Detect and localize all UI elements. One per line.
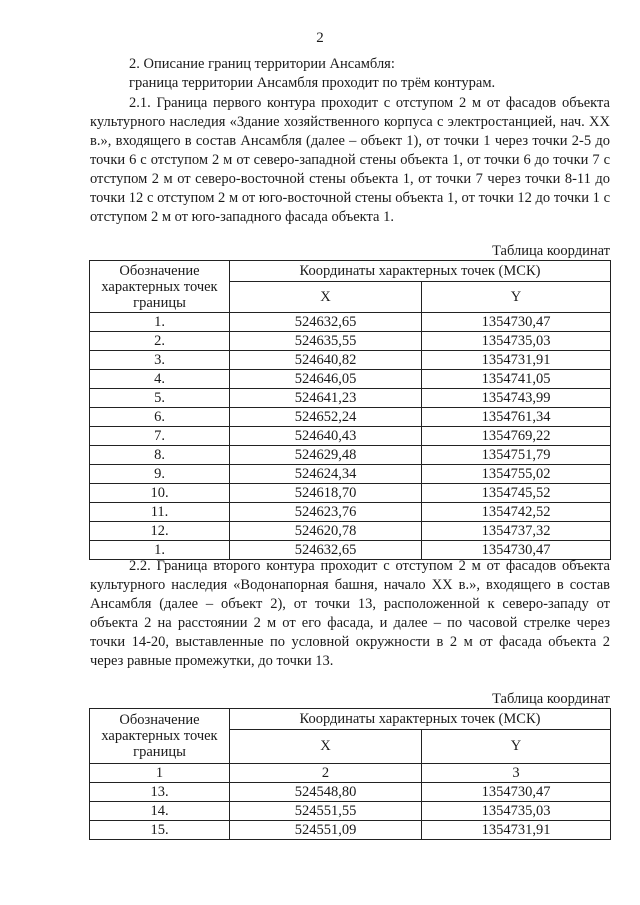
cell-point: 1 bbox=[90, 764, 230, 783]
cell-point: 6. bbox=[90, 408, 230, 427]
cell-point: 13. bbox=[90, 783, 230, 802]
cell-x: 524624,34 bbox=[230, 465, 422, 484]
table2-caption: Таблица координат bbox=[492, 691, 610, 707]
heading-line-1: 2. Описание границ территории Ансамбля: bbox=[129, 56, 395, 72]
cell-point: 3. bbox=[90, 351, 230, 370]
header-designation: Обозначение характерных точек границы bbox=[90, 261, 230, 313]
cell-x: 524551,09 bbox=[230, 821, 422, 840]
cell-y: 1354742,52 bbox=[422, 503, 611, 522]
cell-point: 8. bbox=[90, 446, 230, 465]
cell-point: 15. bbox=[90, 821, 230, 840]
cell-y: 1354741,05 bbox=[422, 370, 611, 389]
cell-y: 1354735,03 bbox=[422, 332, 611, 351]
cell-x: 524629,48 bbox=[230, 446, 422, 465]
cell-x: 524652,24 bbox=[230, 408, 422, 427]
cell-x: 524635,55 bbox=[230, 332, 422, 351]
table-row bbox=[90, 370, 611, 389]
cell-y: 1354735,03 bbox=[422, 802, 611, 821]
cell-point: 7. bbox=[90, 427, 230, 446]
header-y: Y bbox=[422, 730, 611, 764]
table1-caption: Таблица координат bbox=[492, 243, 610, 259]
cell-y: 1354755,02 bbox=[422, 465, 611, 484]
table-row bbox=[90, 484, 611, 503]
section-heading bbox=[90, 55, 610, 93]
table-row bbox=[90, 446, 611, 465]
cell-y: 1354769,22 bbox=[422, 427, 611, 446]
cell-y: 1354751,79 bbox=[422, 446, 611, 465]
table-row bbox=[90, 313, 611, 332]
cell-y: 1354731,91 bbox=[422, 351, 611, 370]
paragraph-2-1: 2.1. Граница первого контура проходит с отступом 2 м от фасадов объекта культурного наследия «Здание хозяйственного корпуса с электростанцией, нач. XX в.», входящего в состав Ансамбля (далее – объект 1), от точки 1 через точки 2-5 до точки 6 с отступом 2 м от северо-западной стены объекта 1, от точки 6 до точки 7 с отступом 2 м от северо-восточной стены объекта 1, от точки 7 через точки 8-11 до точки 12 с отступом 2 м от юго-восточной стены объекта 1, от точки 12 до точки 1 с отступом 2 м от юго-западного фасада объекта 1. bbox=[90, 95, 610, 225]
header-x: X bbox=[230, 730, 422, 764]
table-row bbox=[90, 764, 611, 783]
cell-y: 1354730,47 bbox=[422, 313, 611, 332]
cell-y: 1354731,91 bbox=[422, 821, 611, 840]
cell-x: 524620,78 bbox=[230, 522, 422, 541]
table-row bbox=[90, 783, 611, 802]
cell-point: 12. bbox=[90, 522, 230, 541]
table-row bbox=[90, 389, 611, 408]
cell-x: 524623,76 bbox=[230, 503, 422, 522]
table-row bbox=[90, 821, 611, 840]
cell-point: 10. bbox=[90, 484, 230, 503]
page-number: 2 bbox=[316, 30, 324, 46]
cell-point: 5. bbox=[90, 389, 230, 408]
cell-x: 524646,05 bbox=[230, 370, 422, 389]
cell-y: 3 bbox=[422, 764, 611, 783]
cell-point: 11. bbox=[90, 503, 230, 522]
cell-x: 524641,23 bbox=[230, 389, 422, 408]
header-coordinates: Координаты характерных точек (МСК) bbox=[230, 709, 611, 730]
cell-x: 524640,82 bbox=[230, 351, 422, 370]
cell-point: 4. bbox=[90, 370, 230, 389]
coordinates-table-1 bbox=[89, 260, 611, 560]
cell-x: 524618,70 bbox=[230, 484, 422, 503]
cell-y: 1354730,47 bbox=[422, 541, 611, 560]
cell-x: 524632,65 bbox=[230, 313, 422, 332]
cell-y: 1354745,52 bbox=[422, 484, 611, 503]
heading-line-2: граница территории Ансамбля проходит по трём контурам. bbox=[129, 75, 496, 91]
cell-x: 524640,43 bbox=[230, 427, 422, 446]
cell-y: 1354730,47 bbox=[422, 783, 611, 802]
cell-point: 14. bbox=[90, 802, 230, 821]
header-x: X bbox=[230, 282, 422, 313]
header-y: Y bbox=[422, 282, 611, 313]
coordinates-table-2 bbox=[89, 708, 611, 840]
cell-x: 524632,65 bbox=[230, 541, 422, 560]
cell-x: 524548,80 bbox=[230, 783, 422, 802]
cell-x: 2 bbox=[230, 764, 422, 783]
table-row bbox=[90, 351, 611, 370]
cell-point: 2. bbox=[90, 332, 230, 351]
header-coordinates: Координаты характерных точек (МСК) bbox=[230, 261, 611, 282]
paragraph-2-2: 2.2. Граница второго контура проходит с отступом 2 м от фасадов объекта культурного наследия «Водонапорная башня, начало XX в.», входящего в состав Ансамбля (далее – объект 2), от точки 13, расположенной к северо-западу от объекта 2 на расстоянии 2 м от его фасада, и далее – по часовой стрелке через точки 14-20, выставленные по условной окружности в 2 м от фасада объекта 2 через равные промежутки, до точки 13. bbox=[90, 558, 610, 669]
cell-y: 1354743,99 bbox=[422, 389, 611, 408]
table-row bbox=[90, 408, 611, 427]
cell-y: 1354737,32 bbox=[422, 522, 611, 541]
table-row bbox=[90, 802, 611, 821]
table-row bbox=[90, 427, 611, 446]
header-designation: Обозначение характерных точек границы bbox=[90, 709, 230, 764]
cell-point: 1. bbox=[90, 313, 230, 332]
table-row bbox=[90, 465, 611, 484]
cell-point: 9. bbox=[90, 465, 230, 484]
table-row bbox=[90, 332, 611, 351]
cell-x: 524551,55 bbox=[230, 802, 422, 821]
table-row bbox=[90, 503, 611, 522]
table-row bbox=[90, 522, 611, 541]
cell-point: 1. bbox=[90, 541, 230, 560]
cell-y: 1354761,34 bbox=[422, 408, 611, 427]
